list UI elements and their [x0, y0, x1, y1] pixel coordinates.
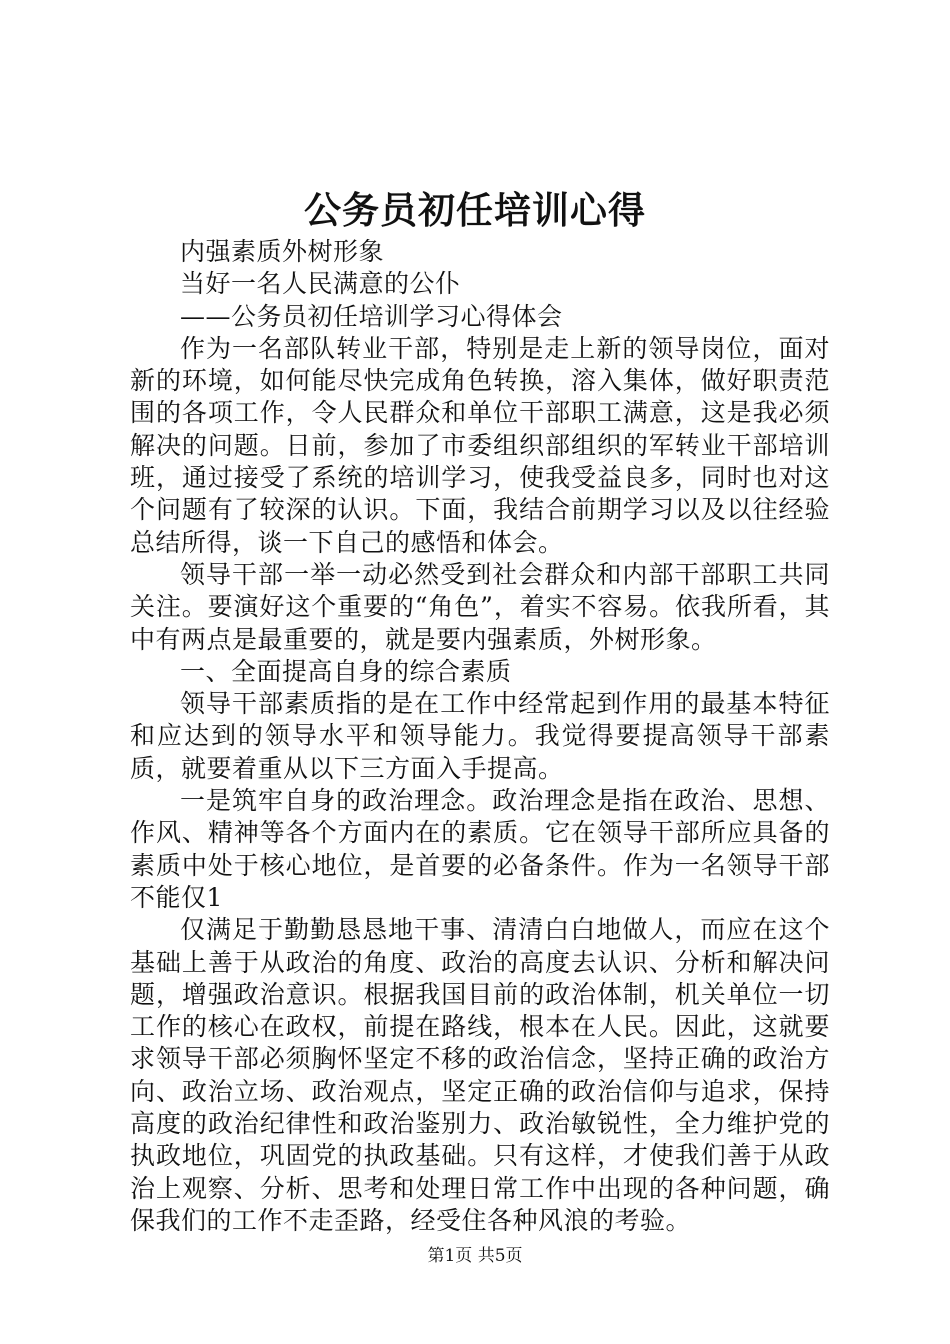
paragraph-continuation: 仅满足于勤勤恳恳地干事、清清白白地做人，而应在这个基础上善于从政治的角度、政治的高度去认识、分析和解决问题，增强政治意识。根据我国目前的政治体制，机关单位一切工作的核心在政权，前提在路线，根本在人民。因此，这就要求领导干部必须胸怀坚定不移的政治信念，坚持正确的政治方向、政治立场、政治观点，坚定正确的政治信仰与追求，保持高度的政治纪律性和政治鉴别力、政治敏锐性，全力维护党的执政地位，巩固党的执政基础。只有这样，才使我们善于从政治上观察、分析、思考和处理日常工作中出现的各种问题，确保我们的工作不走歪路，经受住各种风浪的考验。 — [130, 915, 830, 1235]
document-title: 公务员初任培训心得 — [304, 188, 646, 232]
page-number: 第1页 共5页 — [427, 1246, 523, 1266]
paragraph-role: 领导干部一举一动必然受到社会群众和内部干部职工共同关注。要演好这个重要的“角色”，着实不容易。依我所看，其中有两点是最重要的，就是要内强素质，外树形象。 — [130, 559, 830, 654]
paragraph-intro: 作为一名部队转业干部，特别是走上新的领导岗位，面对新的环境，如何能尽快完成角色转换，溶入集体，做好职责范围的各项工作，令人民群众和单位干部职工满意，这是我必须解决的问题。日前，参加了市委组织部组织的军转业干部培训班，通过接受了系统的培训学习，使我受益良多，同时也对这个问题有了较深的认识。下面，我结合前期学习以及以往经验总结所得，谈一下自己的感悟和体会。 — [130, 333, 830, 557]
section-heading-1: 一、全面提高自身的综合素质 — [180, 656, 512, 686]
paragraph-political: 一是筑牢自身的政治理念。政治理念是指在政治、思想、作风、精神等各个方面内在的素质。它在领导干部所应具备的素质中处于核心地位，是首要的必备条件。作为一名领导干部不能仅1 — [130, 786, 830, 912]
subtitle-line-3: ——公务员初任培训学习心得体会 — [180, 301, 563, 331]
subtitle-line-1: 内强素质外树形象 — [180, 237, 385, 266]
paragraph-quality: 领导干部素质指的是在工作中经常起到作用的最基本特征和应达到的领导水平和领导能力。我觉得要提高领导干部素质，就要着重从以下三方面入手提高。 — [130, 689, 830, 783]
subtitle-line-2: 当好一名人民满意的公仆 — [180, 269, 461, 299]
document-body — [130, 236, 830, 1237]
